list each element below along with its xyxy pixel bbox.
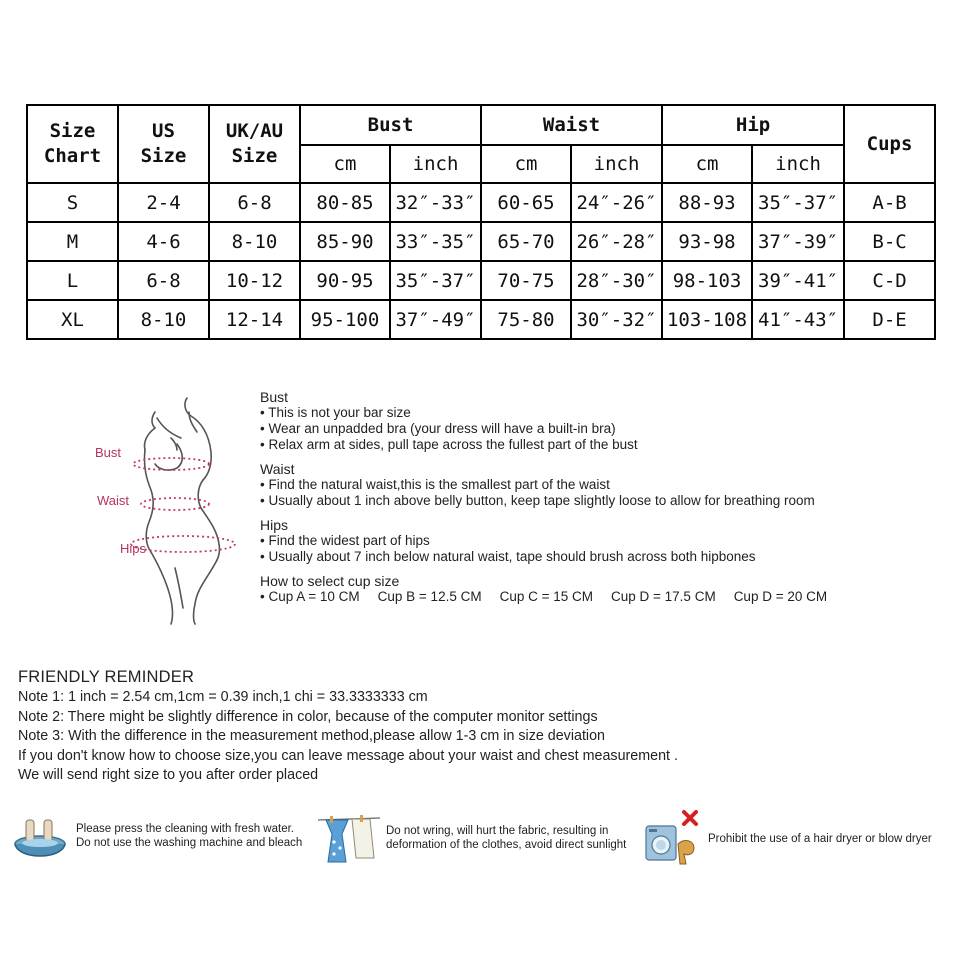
hanging-clothes-icon	[318, 812, 380, 868]
figure-label-waist: Waist	[97, 493, 130, 508]
cell-size: M	[27, 222, 118, 261]
guide-hips	[260, 517, 920, 565]
cell-cups: A-B	[844, 183, 935, 222]
header-cups: Cups	[844, 105, 935, 183]
guide-waist	[260, 461, 920, 509]
cell-size: XL	[27, 300, 118, 339]
reminder-note: If you don't know how to choose size,you can leave message about your waist and chest measurement .	[18, 747, 678, 764]
cell-size: L	[27, 261, 118, 300]
header-waist: Waist	[481, 105, 662, 145]
cell-hip-inch: 37″-39″	[752, 222, 844, 261]
figure-label-bust: Bust	[95, 445, 122, 460]
cell-waist-cm: 75-80	[481, 300, 571, 339]
guide-line: • This is not your bar size	[260, 405, 411, 420]
table-row	[27, 300, 935, 339]
guide-line: • Wear an unpadded bra (your dress will have a built-in bra)	[260, 421, 616, 436]
guide-title: Waist	[260, 461, 295, 477]
unit-bust-cm: cm	[300, 145, 390, 183]
cell-us: 4-6	[118, 222, 209, 261]
cell-cups: D-E	[844, 300, 935, 339]
guide-title: Hips	[260, 517, 289, 533]
cell-hip-cm: 103-108	[662, 300, 752, 339]
care-item-no-dryer	[644, 806, 954, 872]
size-chart-table	[26, 104, 936, 340]
reminder-title: FRIENDLY REMINDER	[18, 668, 195, 686]
cell-bust-inch: 35″-37″	[390, 261, 481, 300]
guide-bust	[260, 389, 920, 453]
care-line: Do not wring, will hurt the fabric, resulting in	[386, 825, 609, 837]
table-row	[27, 183, 935, 222]
cell-ukau: 10-12	[209, 261, 300, 300]
cell-ukau: 6-8	[209, 183, 300, 222]
cell-hip-inch: 35″-37″	[752, 183, 844, 222]
cell-hip-cm: 88-93	[662, 183, 752, 222]
cell-us: 8-10	[118, 300, 209, 339]
hand-wash-basin-icon	[12, 812, 68, 868]
cell-bust-inch: 33″-35″	[390, 222, 481, 261]
guide-line: • Find the natural waist,this is the smallest part of the waist	[260, 477, 610, 492]
guide-line: • Relax arm at sides, pull tape across the fullest part of the bust	[260, 437, 638, 452]
cell-hip-inch: 41″-43″	[752, 300, 844, 339]
cell-waist-inch: 28″-30″	[571, 261, 662, 300]
cell-waist-cm: 70-75	[481, 261, 571, 300]
unit-waist-inch: inch	[571, 145, 662, 183]
reminder-note: Note 3: With the difference in the measurement method,please allow 1-3 cm in size deviation	[18, 728, 606, 744]
care-text	[76, 822, 302, 850]
care-line: deformation of the clothes, avoid direct sunlight	[386, 839, 627, 851]
cup-size-item: Cup B = 12.5 CM	[377, 589, 482, 604]
unit-bust-inch: inch	[390, 145, 481, 183]
cell-hip-cm: 93-98	[662, 222, 752, 261]
care-item-hand-wash	[12, 806, 322, 872]
cell-cups: B-C	[844, 222, 935, 261]
unit-hip-inch: inch	[752, 145, 844, 183]
header-size-chart: Size Chart	[27, 105, 118, 183]
body-measurement-figure	[85, 390, 245, 625]
header-ukau-size: UK/AU Size	[209, 105, 300, 183]
guide-title: Bust	[260, 389, 289, 405]
cup-size-item: Cup D = 17.5 CM	[611, 589, 716, 604]
table-row	[27, 261, 935, 300]
cell-bust-cm: 95-100	[300, 300, 390, 339]
care-line: Please press the cleaning with fresh water.	[76, 823, 294, 835]
reminder-note: We will send right size to you after order placed	[18, 767, 319, 783]
cell-bust-cm: 85-90	[300, 222, 390, 261]
cell-hip-cm: 98-103	[662, 261, 752, 300]
cell-waist-inch: 30″-32″	[571, 300, 662, 339]
unit-hip-cm: cm	[662, 145, 752, 183]
friendly-reminder	[18, 666, 938, 786]
no-dryer-icon	[644, 808, 704, 868]
guide-line: • Usually about 1 inch above belly button, keep tape slightly loose to allow for breathing room	[260, 493, 815, 508]
cell-us: 6-8	[118, 261, 209, 300]
cell-waist-cm: 65-70	[481, 222, 571, 261]
cell-bust-cm: 90-95	[300, 261, 390, 300]
care-item-no-wring	[318, 806, 648, 872]
header-bust: Bust	[300, 105, 481, 145]
table-row	[27, 222, 935, 261]
cell-waist-inch: 26″-28″	[571, 222, 662, 261]
cell-bust-inch: 32″-33″	[390, 183, 481, 222]
header-hip: Hip	[662, 105, 844, 145]
cell-bust-cm: 80-85	[300, 183, 390, 222]
cup-size-list	[260, 589, 920, 605]
cell-cups: C-D	[844, 261, 935, 300]
cell-waist-inch: 24″-26″	[571, 183, 662, 222]
cup-size-item: • Cup A = 10 CM	[260, 589, 360, 604]
guide-line: • Find the widest part of hips	[260, 533, 430, 548]
guide-title: How to select cup size	[260, 573, 400, 589]
guide-line: • Usually about 7 inch below natural waist, tape should brush across both hipbones	[260, 549, 756, 564]
cup-size-item: Cup C = 15 CM	[499, 589, 594, 604]
header-us-size: US Size	[118, 105, 209, 183]
cell-bust-inch: 37″-49″	[390, 300, 481, 339]
care-line: Do not use the washing machine and bleach	[76, 837, 303, 849]
care-text	[386, 824, 626, 852]
cell-hip-inch: 39″-41″	[752, 261, 844, 300]
cell-us: 2-4	[118, 183, 209, 222]
cell-ukau: 12-14	[209, 300, 300, 339]
care-text	[708, 832, 932, 846]
reminder-note: Note 1: 1 inch = 2.54 cm,1cm = 0.39 inch,1 chi = 33.3333333 cm	[18, 689, 428, 705]
cell-size: S	[27, 183, 118, 222]
figure-label-hips: Hips	[120, 541, 147, 556]
cup-size-item: Cup D = 20 CM	[733, 589, 828, 604]
care-instructions	[0, 806, 960, 872]
unit-waist-cm: cm	[481, 145, 571, 183]
cell-waist-cm: 60-65	[481, 183, 571, 222]
reminder-note: Note 2: There might be slightly difference in color, because of the computer monitor settings	[18, 708, 598, 725]
care-line: Prohibit the use of a hair dryer or blow dryer	[708, 833, 932, 845]
cell-ukau: 8-10	[209, 222, 300, 261]
measuring-guide	[260, 389, 920, 613]
guide-cup-size	[260, 573, 920, 605]
